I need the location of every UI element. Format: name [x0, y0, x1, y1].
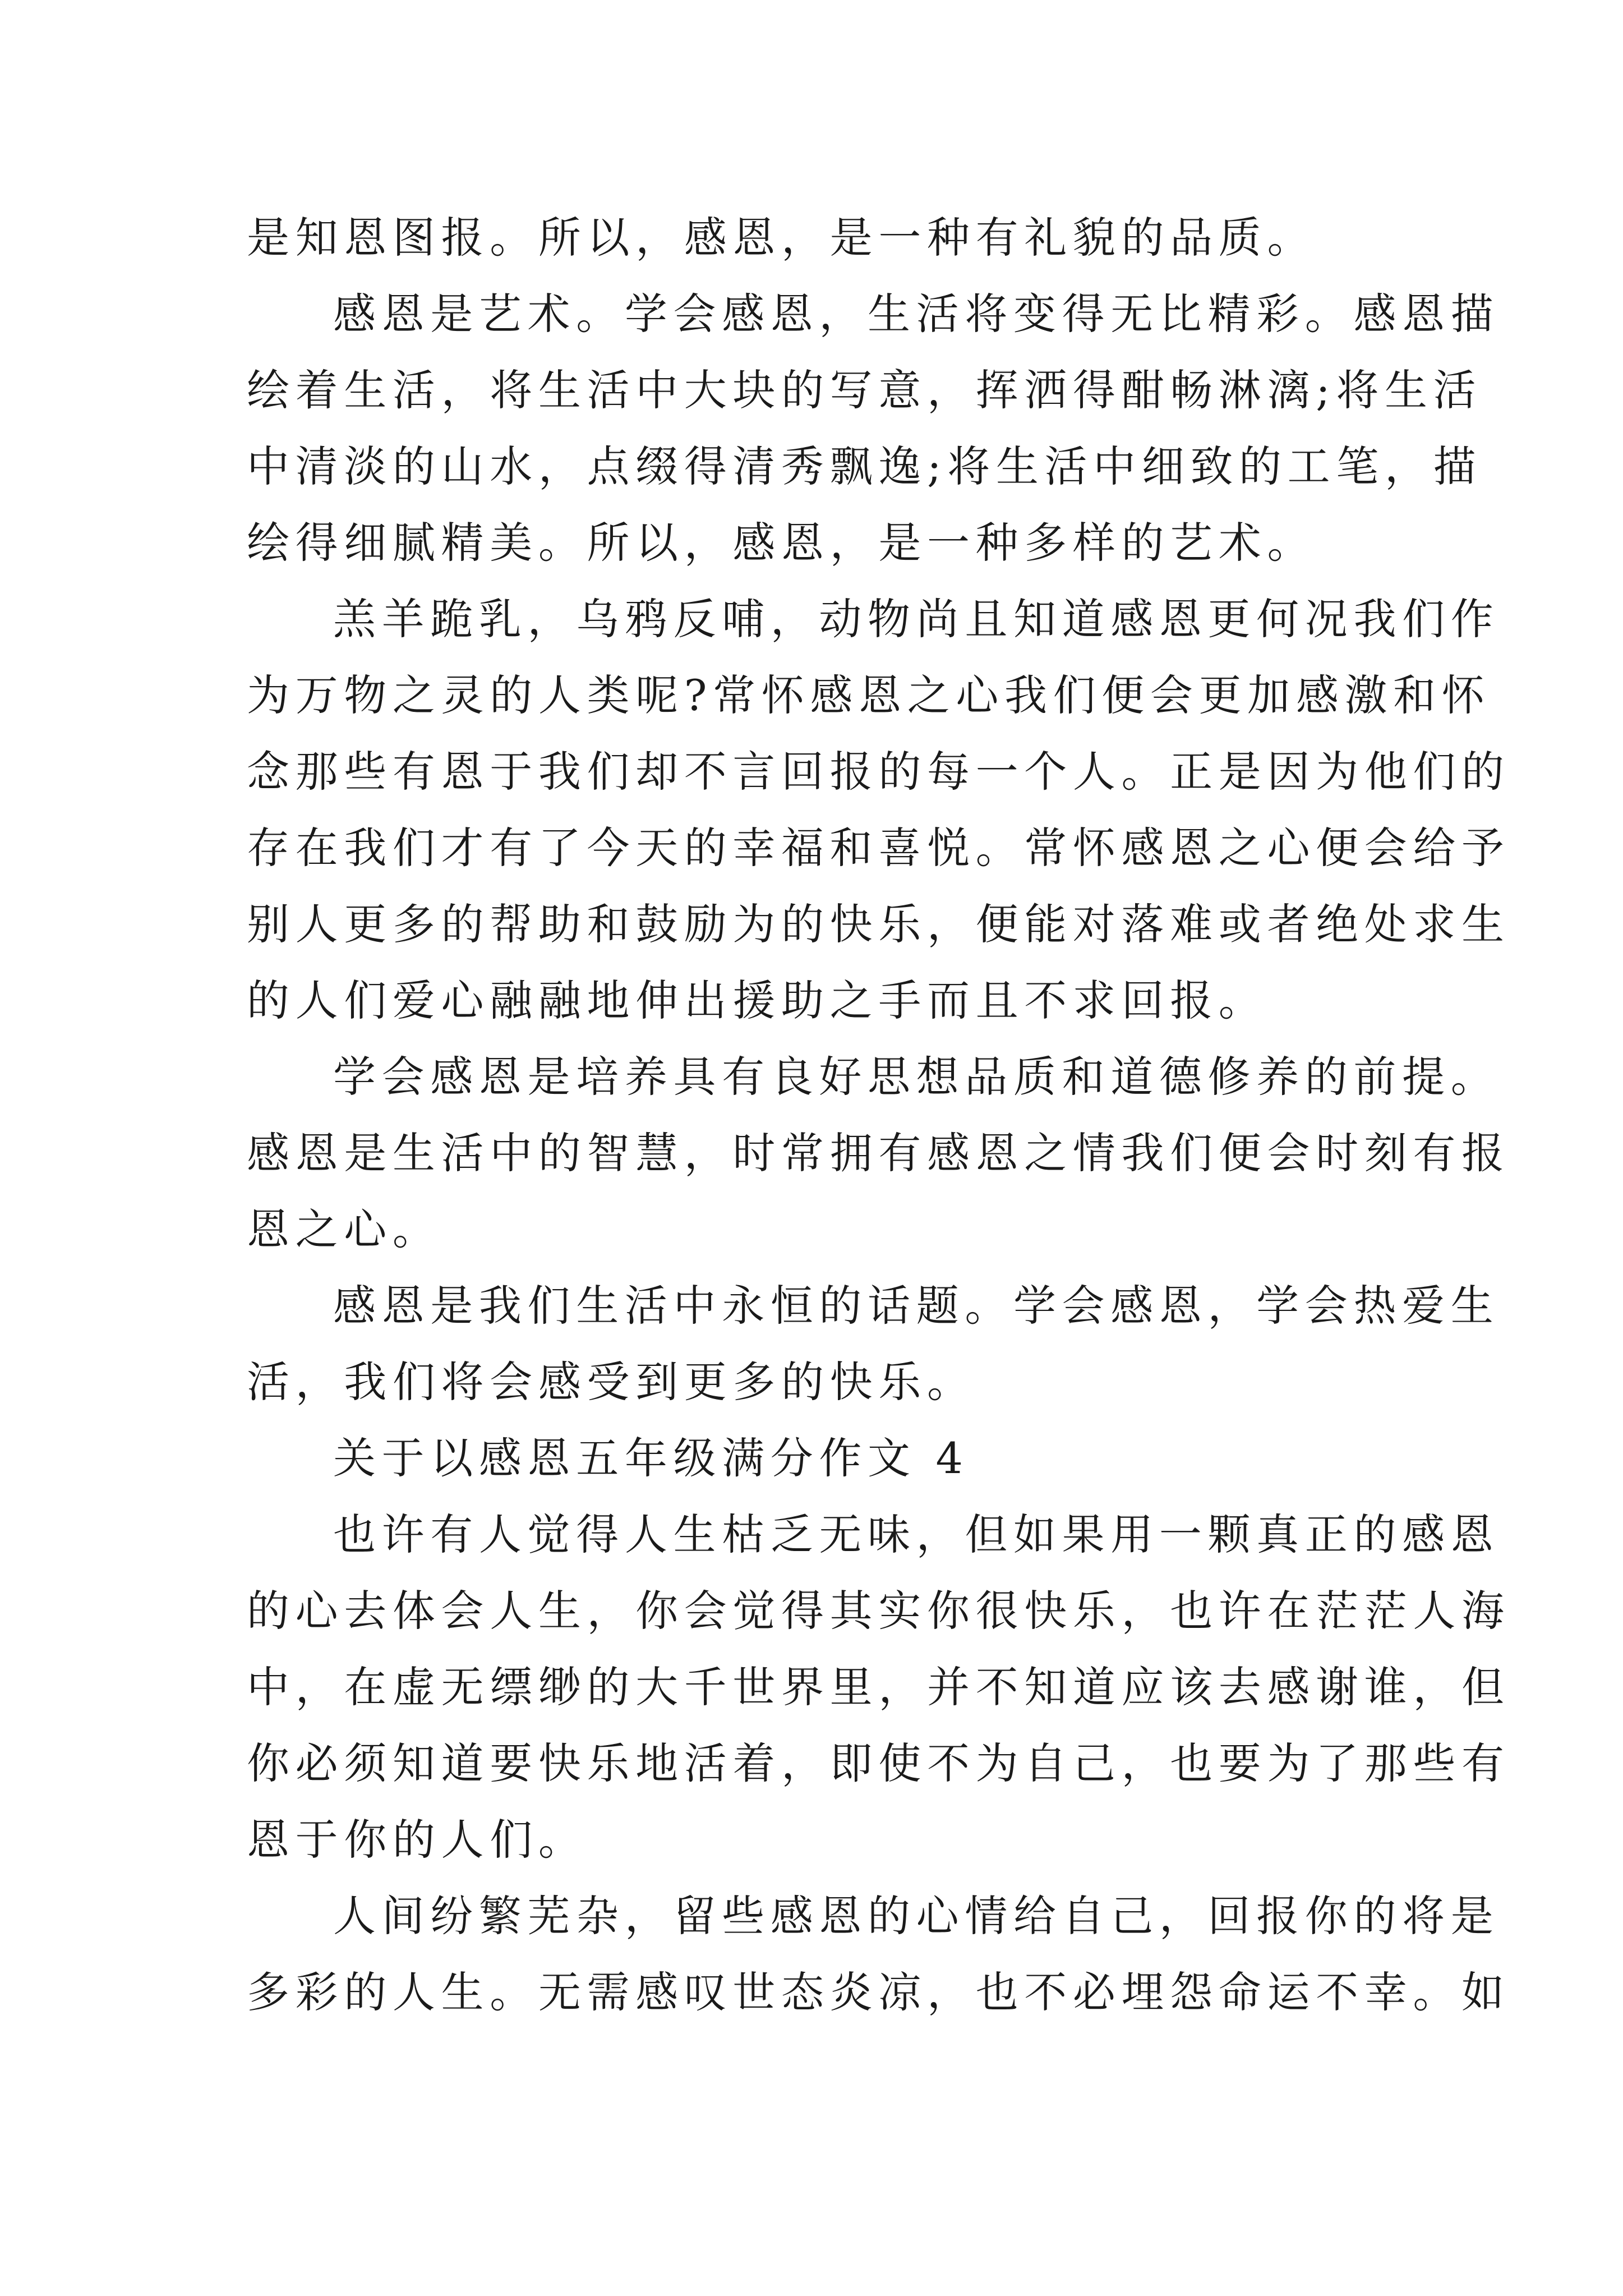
- text-line: 绘得细腻精美。所以，感恩，是一种多样的艺术。: [247, 518, 1316, 568]
- text-line: 你必须知道要快乐地活着，即使不为自己，也要为了那些有: [247, 1738, 1510, 1788]
- text-line: 感恩是艺术。学会感恩，生活将变得无比精彩。感恩描: [333, 289, 1500, 339]
- text-line: 人间纷繁芜杂，留些感恩的心情给自己，回报你的将是: [333, 1891, 1500, 1941]
- section-heading: 关于以感恩五年级满分作文 4: [333, 1433, 969, 1483]
- document-body: [247, 200, 1510, 2031]
- text-line: 恩之心。: [247, 1204, 441, 1254]
- text-line: 也许有人觉得人生枯乏无味，但如果用一颗真正的感恩: [333, 1510, 1500, 1559]
- text-line: 的人们爱心融融地伸出援助之手而且不求回报。: [247, 976, 1267, 1025]
- text-line: 活，我们将会感受到更多的快乐。: [247, 1357, 976, 1407]
- text-line: 为万物之灵的人类呢?常怀感恩之心我们便会更加感激和怀: [247, 670, 1491, 720]
- text-line: 感恩是生活中的智慧，时常拥有感恩之情我们便会时刻有报: [247, 1128, 1510, 1178]
- text-line: 羔羊跪乳，乌鸦反哺，动物尚且知道感恩更何况我们作: [333, 594, 1500, 644]
- text-line: 别人更多的帮助和鼓励为的快乐，便能对落难或者绝处求生: [247, 899, 1510, 949]
- text-line: 多彩的人生。无需感叹世态炎凉，也不必埋怨命运不幸。如: [247, 1967, 1510, 2017]
- text-line: 存在我们才有了今天的幸福和喜悦。常怀感恩之心便会给予: [247, 823, 1510, 873]
- text-line: 恩于你的人们。: [247, 1815, 587, 1865]
- text-line: 中清淡的山水，点缀得清秀飘逸;将生活中细致的工笔，描: [247, 441, 1482, 491]
- text-line: 感恩是我们生活中永恒的话题。学会感恩，学会热爱生: [333, 1281, 1500, 1331]
- text-line: 中，在虚无缥缈的大千世界里，并不知道应该去感谢谁，但: [247, 1662, 1510, 1712]
- text-line: 念那些有恩于我们却不言回报的每一个人。正是因为他们的: [247, 747, 1510, 797]
- text-line: 学会感恩是培养具有良好思想品质和道德修养的前提。: [333, 1052, 1500, 1102]
- text-line: 是知恩图报。所以，感恩，是一种有礼貌的品质。: [247, 213, 1316, 263]
- text-line: 的心去体会人生，你会觉得其实你很快乐，也许在茫茫人海: [247, 1586, 1510, 1636]
- text-line: 绘着生活，将生活中大块的写意，挥洒得酣畅淋漓;将生活: [247, 365, 1482, 415]
